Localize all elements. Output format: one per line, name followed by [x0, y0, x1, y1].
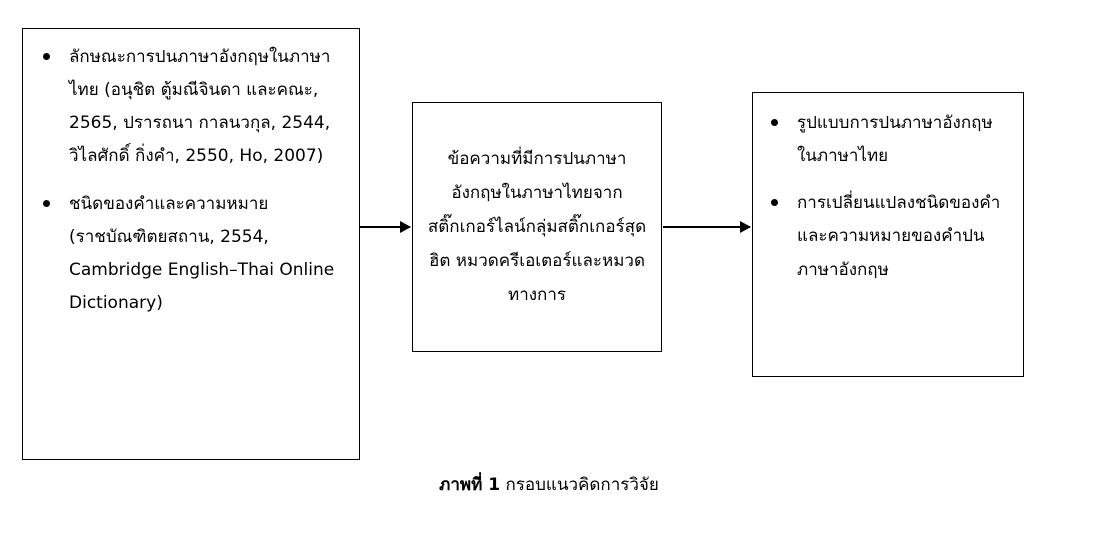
outputs-bullet-list — [763, 107, 1009, 287]
figure-caption-text: กรอบแนวคิดการวิจัย — [505, 475, 659, 495]
outputs-box — [752, 92, 1024, 377]
arrow-process-to-outputs-icon — [663, 226, 750, 228]
process-box — [412, 102, 662, 352]
inputs-bullet-list — [35, 41, 345, 320]
process-text: ข้อความที่มีการปนภาษาอังกฤษในภาษาไทยจากสติ๊กเกอร์ไลน์กลุ่มสติ๊กเกอร์สุดฮิต หมวดครีเอเตอร์และหมวดทางการ — [427, 149, 647, 305]
figure-caption — [0, 472, 1098, 499]
inputs-box — [22, 28, 360, 460]
list-item: ลักษณะการปนภาษาอังกฤษในภาษาไทย (อนุชิต ตู้มณีจินดา และคณะ, 2565, ปรารถนา กาลนวกุล, 2544, วิไลศักดิ์ กิ่งคำ, 2550, Ho, 2007) — [35, 41, 345, 174]
arrow-inputs-to-process-icon — [360, 226, 410, 228]
list-item: การเปลี่ยนแปลงชนิดของคำและความหมายของคำปนภาษาอังกฤษ — [763, 187, 1009, 286]
figure-caption-label: ภาพที่ 1 — [439, 475, 501, 495]
list-item: ชนิดของคำและความหมาย (ราชบัณฑิตยสถาน, 2554, Cambridge English–Thai Online Dictionary) — [35, 188, 345, 321]
list-item: รูปแบบการปนภาษาอังกฤษในภาษาไทย — [763, 107, 1009, 173]
